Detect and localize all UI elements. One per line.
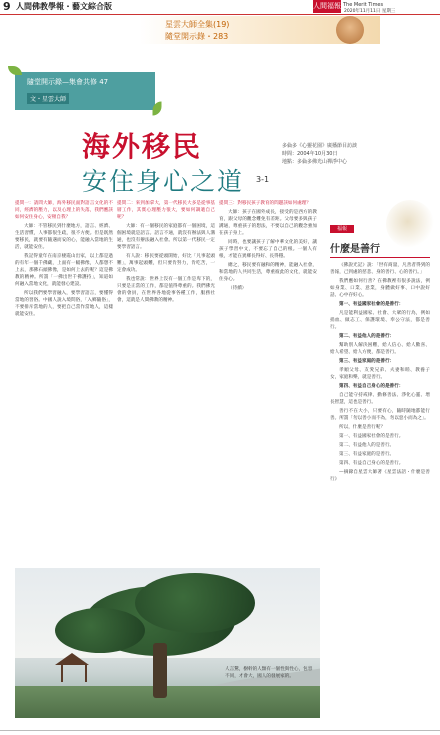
sidebar-paragraph: —摘錄自星雲大師著《星雲法語・什麼是善行》: [330, 470, 430, 482]
article-part: 3-1: [256, 175, 270, 184]
bottom-rule: [0, 730, 440, 731]
sidebar-paragraph: 自己能守持戒律、勤修善法、淨化心靈、增長智慧，這也是善行。: [330, 393, 430, 405]
article-paragraph: 提問二：來到加拿大，第一代移民大多是從事基層工作，其實心理壓力很大，要如何調適自己呢？: [117, 201, 215, 220]
tree-canopy: [135, 573, 255, 633]
tree-canopy: [55, 608, 145, 653]
sidebar-paragraph: 《佛說光記》說：「世有商量，凡善者得到的善報，己到處的慈悲、身的善行、心的善行。」: [330, 263, 430, 275]
sidebar-tag: 福報: [330, 225, 354, 233]
leaf-decoration: [8, 66, 22, 75]
series-title: 隨堂開示錄—集會共修 47: [27, 78, 109, 86]
article-paragraph: 大師：不管移民到什麼地方，語言、經濟、生活習慣，人事都很生疏，很不方便。但是既然要移民，就要有隨遇而安的心，能融入當地的生活，就能安住。: [15, 224, 113, 250]
photo-caption: 人言驚，樹幹的人類有一個性與性心，包容不同，才會大，國人的發展家的。: [225, 667, 313, 679]
section-name: 人間佛教學報・藝文綜合版: [16, 2, 112, 11]
master-portrait: [336, 16, 364, 44]
article-paragraph: 提問一：請問大師，海外移民面對語言文化的不同，經濟的壓力，以及心理上的失落，我們應該如何安住身心，安頓自我？: [15, 201, 113, 220]
sidebar-paragraph: 第四、有益自己身心的是善行。: [339, 461, 404, 466]
article-paragraph: 大師：有一個移民的家庭都有一個困境，這個困境就是語言。語言不通，就沒有辦法與人溝通，也沒有辦法融入社會。所以第一代移民一定要學習語言。: [117, 224, 215, 250]
article-column-3: [219, 200, 317, 560]
banner-line1: 星雲大師全集(19): [165, 20, 230, 29]
sidebar-paragraph: 所以，什麼是善行呢？: [339, 425, 385, 430]
article-column-1: [15, 200, 113, 560]
article-column-2: [117, 200, 215, 560]
article-paragraph: 同時，也要讓孩子了解中華文化的美好，讓孩子學習中文，不要忘了自己的根。一個人有根，才能在異鄉長得好、長得穩。: [219, 240, 317, 259]
newspaper-english-name: The Merit Times: [343, 2, 384, 8]
article-paragraph: 大師：孩子在國外成長，接受的是西方的教育，跟父母的觀念難免有差距。父母要多與孩子溝通，尊重孩子的想法，不要以自己的觀念強加在孩子身上。: [219, 210, 317, 236]
sidebar-paragraph: 善行不在大小，只要有心，隨時隨地都能行善。所謂「勿以善小而不為，勿以惡小而為之」。: [330, 409, 430, 421]
tree-photo: [15, 568, 320, 718]
sidebar-paragraph: 第三、有益家庭的是善行。: [339, 452, 395, 457]
article-paragraph: 有人說：移民要從頭開始，好比「凡事起頭難」，萬事起頭難，但只要肯努力，肯吃苦，一定會成功。: [117, 254, 215, 273]
article-paragraph: （待續）: [228, 286, 247, 291]
page-header: [0, 0, 440, 15]
banner-line2: 隨堂開示錄・283: [165, 32, 229, 41]
page-number: 9: [3, 0, 11, 13]
article-title-line1: 海外移民: [82, 130, 203, 163]
sidebar-paragraph: 第二、有益他人的是善行：: [339, 334, 395, 339]
sidebar-paragraph: 孝順父母、友愛兄弟、夫妻和睦、教養子女，家庭和樂，就是善行。: [330, 368, 430, 380]
sidebar-divider: [330, 257, 430, 258]
article-title-line2: 安住身心之道: [82, 167, 245, 196]
meta-line: 時間：2004年10月30日: [282, 151, 338, 157]
article-paragraph: 我記得童年在南京棲霞山出家，以上都是過的有年一個千佛藏，上面有一幅佛像，人都想不上去，那佛石頭佛像，是如何上去的呢？這是佛教的精神。所謂「一佛出世千佛護持」，知道如何融入當地文化，就能發心建設。: [15, 254, 113, 287]
article-meta: [282, 142, 402, 166]
meta-line: 地點：多倫多佛光山禪淨中心: [282, 159, 348, 165]
author-tag: 文・星雲大師: [27, 93, 69, 104]
article-paragraph: 所以我們要學習融入，要學習語言，要懂得當地的習俗。中國人說入境問俗，「入鄉隨俗」，不要排斥當地的人，要把自己當作當地人，這樣就能安住。: [15, 291, 113, 317]
newspaper-logo: 人間福報: [313, 0, 341, 13]
photo-grass: [15, 686, 320, 718]
sidebar-paragraph: 第一、有益國家社會的是善行：: [339, 302, 404, 307]
sidebar-body: [330, 262, 430, 722]
pavilion-posts: [61, 664, 87, 682]
sidebar-decoration: [386, 200, 434, 248]
article-paragraph: 我也常說：世界上沒有一個工作是卑下的，只要是正當的工作，都是值得尊重的。我們佛光會的會員，在世界各地從事各種工作，服務社會，這就是人間佛教的精神。: [117, 277, 215, 303]
issue-date: 2020年11月11日 星期三: [344, 9, 396, 14]
series-title-box: [15, 72, 155, 110]
sidebar-paragraph: 第一、有益國家社會的是善行。: [339, 434, 404, 439]
sidebar-paragraph: 凡是能利益國家、社會、大眾的行為，例如捐血、做志工、保護環境、奉公守法，都是善行。: [330, 311, 430, 330]
sidebar-paragraph: 幫助別人解決困難，給人信心、給人歡喜、給人希望、給人方便，都是善行。: [330, 343, 430, 355]
article-paragraph: 總之，移民要有融和的精神，能融入社會，和當地的人共同生活，尊重彼此的文化，就能安住身心。: [219, 263, 317, 282]
sidebar-title: 什麼是善行: [330, 244, 380, 255]
leaf-decoration: [153, 102, 162, 116]
meta-line: 多倫多《心靈花園》廣播節目訪談: [282, 143, 358, 149]
sidebar-paragraph: 我們應如何行善？在佛教裡有很多說法，例如身業、口業、意業，身體做好事、口中說好話、心中存好心。: [330, 279, 430, 298]
tree-trunk: [153, 643, 167, 698]
sidebar-paragraph: 第二、有益他人的是善行。: [339, 443, 395, 448]
article-paragraph: 提問三：對移民孩子教育的問題該如何處理？: [219, 201, 311, 206]
series-banner: [140, 16, 380, 44]
sidebar-paragraph: 第三、有益家庭的是善行：: [339, 359, 395, 364]
sidebar-paragraph: 第四、有益自己身心的是善行：: [339, 384, 404, 389]
